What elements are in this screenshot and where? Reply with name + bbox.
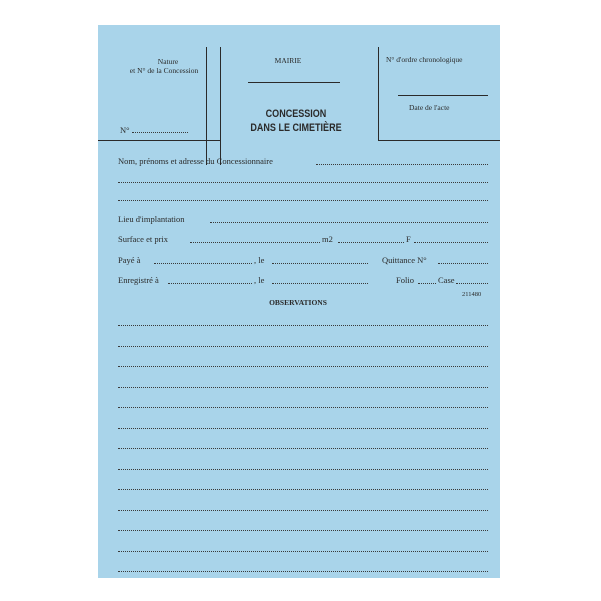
quittance-line[interactable] [438,263,488,264]
folio-label: Folio [396,275,414,285]
ref-code: 211480 [462,291,482,298]
mairie-line [248,82,340,83]
right-box-border [378,47,379,141]
paye-line[interactable] [154,263,252,264]
observation-line[interactable] [118,469,488,470]
no-label: N° [120,125,130,135]
prix-line[interactable] [338,242,404,243]
enregistre-line[interactable] [168,283,252,284]
enregistre-date-line[interactable] [272,283,368,284]
case-label: Case [438,275,455,285]
concession-number-label: et N° de la Concession [129,66,199,75]
title-line-1: CONCESSION [265,108,327,120]
le-label-1: , le [254,255,265,265]
paye-label: Payé à [118,255,141,265]
case-line[interactable] [456,283,488,284]
left-box-bottom [98,140,221,141]
surface-line[interactable] [190,242,320,243]
no-line[interactable] [132,132,188,133]
left-box-border [220,47,221,165]
cemetery-concession-form [98,25,500,578]
right-box-bottom [378,140,500,141]
lieu-label: Lieu d'implantation [118,214,185,224]
date-label: Date de l'acte [409,103,450,112]
form-title [247,108,345,136]
mairie-label: MAIRIE [274,56,302,65]
ordre-label: N° d'ordre chronologique [386,55,463,64]
observation-line[interactable] [118,551,488,552]
nature-label: Nature [157,57,179,66]
nom-line-2[interactable] [118,182,488,183]
observation-line[interactable] [118,530,488,531]
title-line-2: DANS LE CIMETIÈRE [250,121,342,134]
observation-line[interactable] [118,571,488,572]
surface-label: Surface et prix [118,234,169,244]
observation-line[interactable] [118,387,488,388]
enregistre-label: Enregistré à [118,275,159,285]
ordre-line [398,95,488,96]
left-box-top-tick [206,47,207,165]
observation-line[interactable] [118,325,488,326]
f-label: F [406,234,411,244]
nom-line-1[interactable] [316,164,488,165]
observation-line[interactable] [118,407,488,408]
lieu-line[interactable] [210,222,488,223]
observation-line[interactable] [118,510,488,511]
observation-line[interactable] [118,428,488,429]
nom-line-3[interactable] [118,200,488,201]
folio-line[interactable] [418,283,436,284]
quittance-label: Quittance N° [382,255,427,265]
observation-line[interactable] [118,366,488,367]
observation-line[interactable] [118,346,488,347]
m2-label: m2 [322,234,333,244]
observation-line[interactable] [118,489,488,490]
f-line[interactable] [414,242,488,243]
observation-line[interactable] [118,448,488,449]
paye-date-line[interactable] [272,263,368,264]
observations-label: OBSERVATIONS [269,298,327,307]
le-label-2: , le [254,275,265,285]
nom-label: Nom, prénoms et adresse du Concessionnaire [118,156,273,166]
